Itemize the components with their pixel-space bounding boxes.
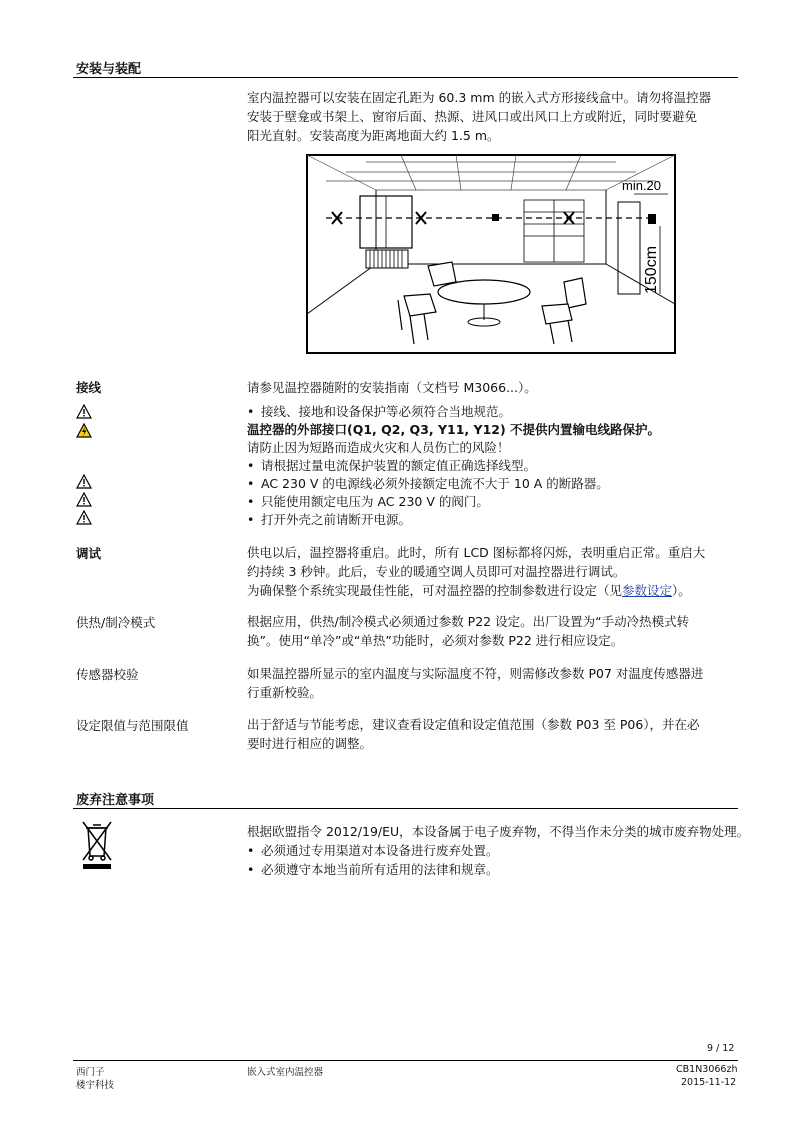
commissioning-line <box>247 581 739 600</box>
commissioning-body <box>247 543 739 600</box>
height-label: 150cm <box>643 245 660 294</box>
parameter-settings-link[interactable]: 参数设定 <box>622 583 673 598</box>
commissioning-line: 供电以后，温控器将重启。此时，所有 LCD 图标都将闪烁，表明重启正常。重启大 <box>247 545 706 560</box>
sensor-label: 传感器校验 <box>76 667 139 682</box>
footer-product: 嵌入式室内温控器 <box>247 1067 324 1078</box>
wiring-intro-text: 请参见温控器随附的安装指南（文档号 M3066...）。 <box>247 380 537 395</box>
limits-line: 出于舒适与节能考虑，建议查看设定值和设定值范围（参数 P03 至 P06），并在必 <box>247 717 700 732</box>
install-line: 室内温控器可以安装在固定孔距为 60.3 mm 的嵌入式方形接线盒中。请勿将温控器 <box>247 90 712 105</box>
section-heading-disposal: 废弃注意事项 <box>76 793 155 808</box>
install-line: 安装于壁龛或书架上、窗帘后面、热源、进风口或出风口上方或附近，同时要避免 <box>247 109 698 124</box>
limits-label: 设定限值与范围限值 <box>76 718 189 733</box>
footer-date: 2015-11-12 <box>681 1077 737 1088</box>
disposal-bullet: • 必须遵守本地当前所有适用的法律和规章。 <box>247 860 739 879</box>
wiring-intro <box>247 378 739 397</box>
commissioning-text-end: ）。 <box>672 583 691 598</box>
limits-line: 要时进行相应的调整。 <box>247 736 373 751</box>
sensor-line: 行重新校验。 <box>247 685 323 700</box>
section-heading-install: 安装与装配 <box>76 62 142 77</box>
min-clearance-label: min.20 <box>622 178 662 193</box>
footer-rule <box>73 1060 738 1061</box>
wiring-bullet: • 接线、接地和设备保护等必须符合当地规范。 <box>247 403 739 421</box>
commissioning-text: 为确保整个系统实现最佳性能，可对温控器的控制参数进行设定（见 <box>247 583 623 598</box>
wiring-risk-text: 请防止因为短路而造成火灾和人员伤亡的风险！ <box>247 440 510 455</box>
heading-rule <box>73 808 738 809</box>
footer-division: 楼宇科技 <box>76 1080 115 1091</box>
wiring-warning-bold: 温控器的外部接口(Q1, Q2, Q3, Y11, Y12) 不提供内置输电线路保护。 <box>247 422 661 437</box>
crossed-bin-icon <box>80 820 114 870</box>
wiring-bullet: • 只能使用额定电压为 AC 230 V 的阀门。 <box>247 493 739 511</box>
heading-rule <box>73 77 738 78</box>
warning-triangle-icon <box>76 510 92 525</box>
heat-cool-line: 换”。使用“单冷”或“单热”功能时，必须对参数 P22 进行相应设定。 <box>247 633 624 648</box>
room-installation-illustration <box>306 154 676 354</box>
commissioning-line: 约持续 3 秒钟。此后，专业的暖通空调人员即可对温控器进行调试。 <box>247 564 626 579</box>
sensor-line: 如果温控器所显示的室内温度与实际温度不符，则需修改参数 P07 对温度传感器进 <box>247 666 704 681</box>
wiring-bullet: • 请根据过量电流保护装置的额定值正确选择线型。 <box>247 457 739 475</box>
heat-cool-line: 根据应用，供热/制冷模式必须通过参数 P22 设定。出厂设置为“手动冷热模式转 <box>247 614 690 629</box>
commissioning-label: 调试 <box>76 546 102 561</box>
disposal-body <box>247 822 750 879</box>
install-line: 阳光直射。安装高度为距离地面大约 1.5 m。 <box>247 128 500 143</box>
disposal-bullet: • 必须通过专用渠道对本设备进行废弃处置。 <box>247 841 739 860</box>
wiring-label: 接线 <box>76 380 102 395</box>
footer-doc-number: CB1N3066zh <box>676 1064 738 1075</box>
wiring-body <box>247 403 739 529</box>
heat-cool-body <box>247 612 739 650</box>
footer-company: 西门子 <box>76 1067 105 1078</box>
limits-body <box>247 715 739 753</box>
heat-cool-label: 供热/制冷模式 <box>76 615 156 630</box>
warning-triangle-icon <box>76 474 92 489</box>
install-text <box>247 88 739 145</box>
disposal-line: 根据欧盟指令 2012/19/EU，本设备属于电子废弃物，不得当作未分类的城市废弃物处理。 <box>247 824 750 839</box>
electric-hazard-icon <box>76 423 92 438</box>
wiring-bullet: • 打开外壳之前请断开电源。 <box>247 511 739 529</box>
wiring-bullet: • AC 230 V 的电源线必须外接额定电流不大于 10 A 的断路器。 <box>247 475 739 493</box>
warning-triangle-icon <box>76 492 92 507</box>
page-number: 9 / 12 <box>707 1043 735 1054</box>
sensor-body <box>247 664 739 702</box>
warning-triangle-icon <box>76 404 92 419</box>
